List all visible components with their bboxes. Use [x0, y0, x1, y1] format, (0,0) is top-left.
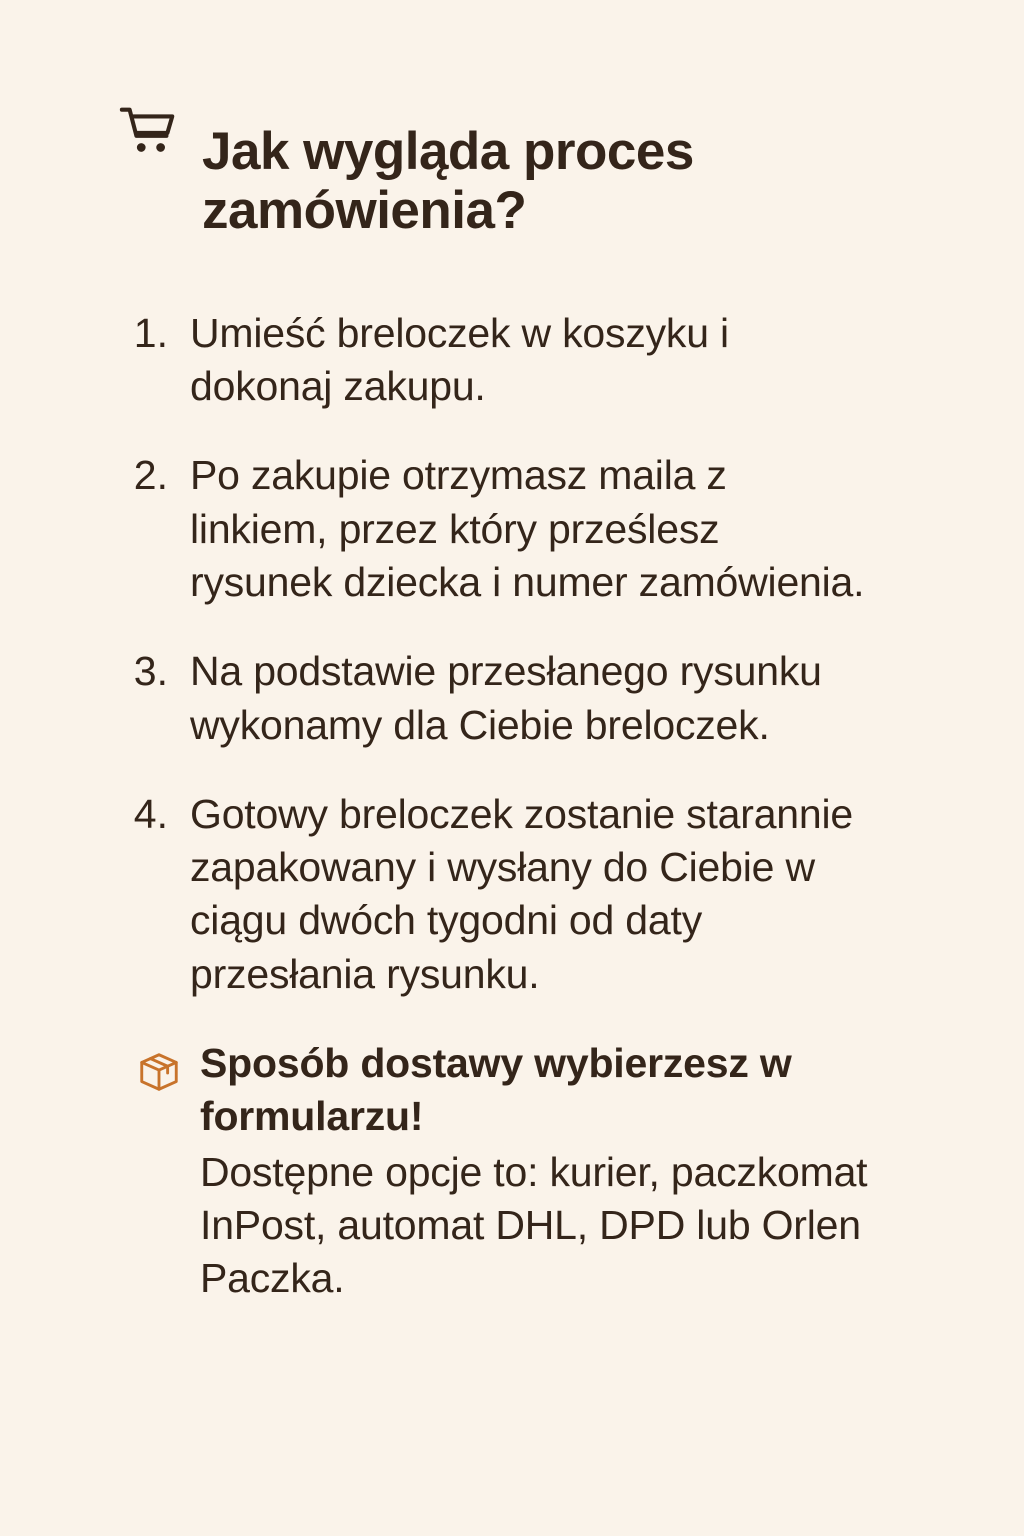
step-text: Umieść breloczek w koszyku i dokonaj zakupu. [190, 309, 729, 410]
delivery-body [200, 1037, 900, 1305]
list-item [118, 449, 954, 609]
list-item [118, 645, 954, 752]
list-item [118, 307, 954, 414]
steps-list [118, 307, 954, 1001]
package-box-icon [136, 1049, 182, 1095]
step-number: 4. [133, 790, 168, 837]
step-number: 1. [133, 309, 168, 356]
delivery-title: Sposób dostawy wybierzesz w formularzu! [200, 1040, 792, 1140]
step-number: 2. [133, 452, 168, 499]
list-item [118, 788, 954, 1001]
step-number: 3. [133, 648, 168, 695]
delivery-subtitle: Dostępne opcje to: kurier, paczkomat InPost, automat DHL, DPD lub Orlen Paczka. [200, 1148, 868, 1302]
heading [118, 86, 954, 277]
page-title: Jak wygląda proces zamówienia? [202, 121, 694, 241]
shopping-cart-icon [118, 100, 180, 162]
delivery-note [118, 1037, 954, 1305]
step-text: Gotowy breloczek zostanie starannie zapakowany i wysłany do Ciebie w ciągu dwóch tygodni od daty przesłania rysunku. [190, 790, 854, 997]
step-text: Na podstawie przesłanego rysunku wykonamy dla Ciebie breloczek. [190, 648, 822, 748]
step-text: Po zakupie otrzymasz maila z linkiem, przez który prześlesz rysunek dziecka i numer zamówienia. [190, 452, 865, 605]
